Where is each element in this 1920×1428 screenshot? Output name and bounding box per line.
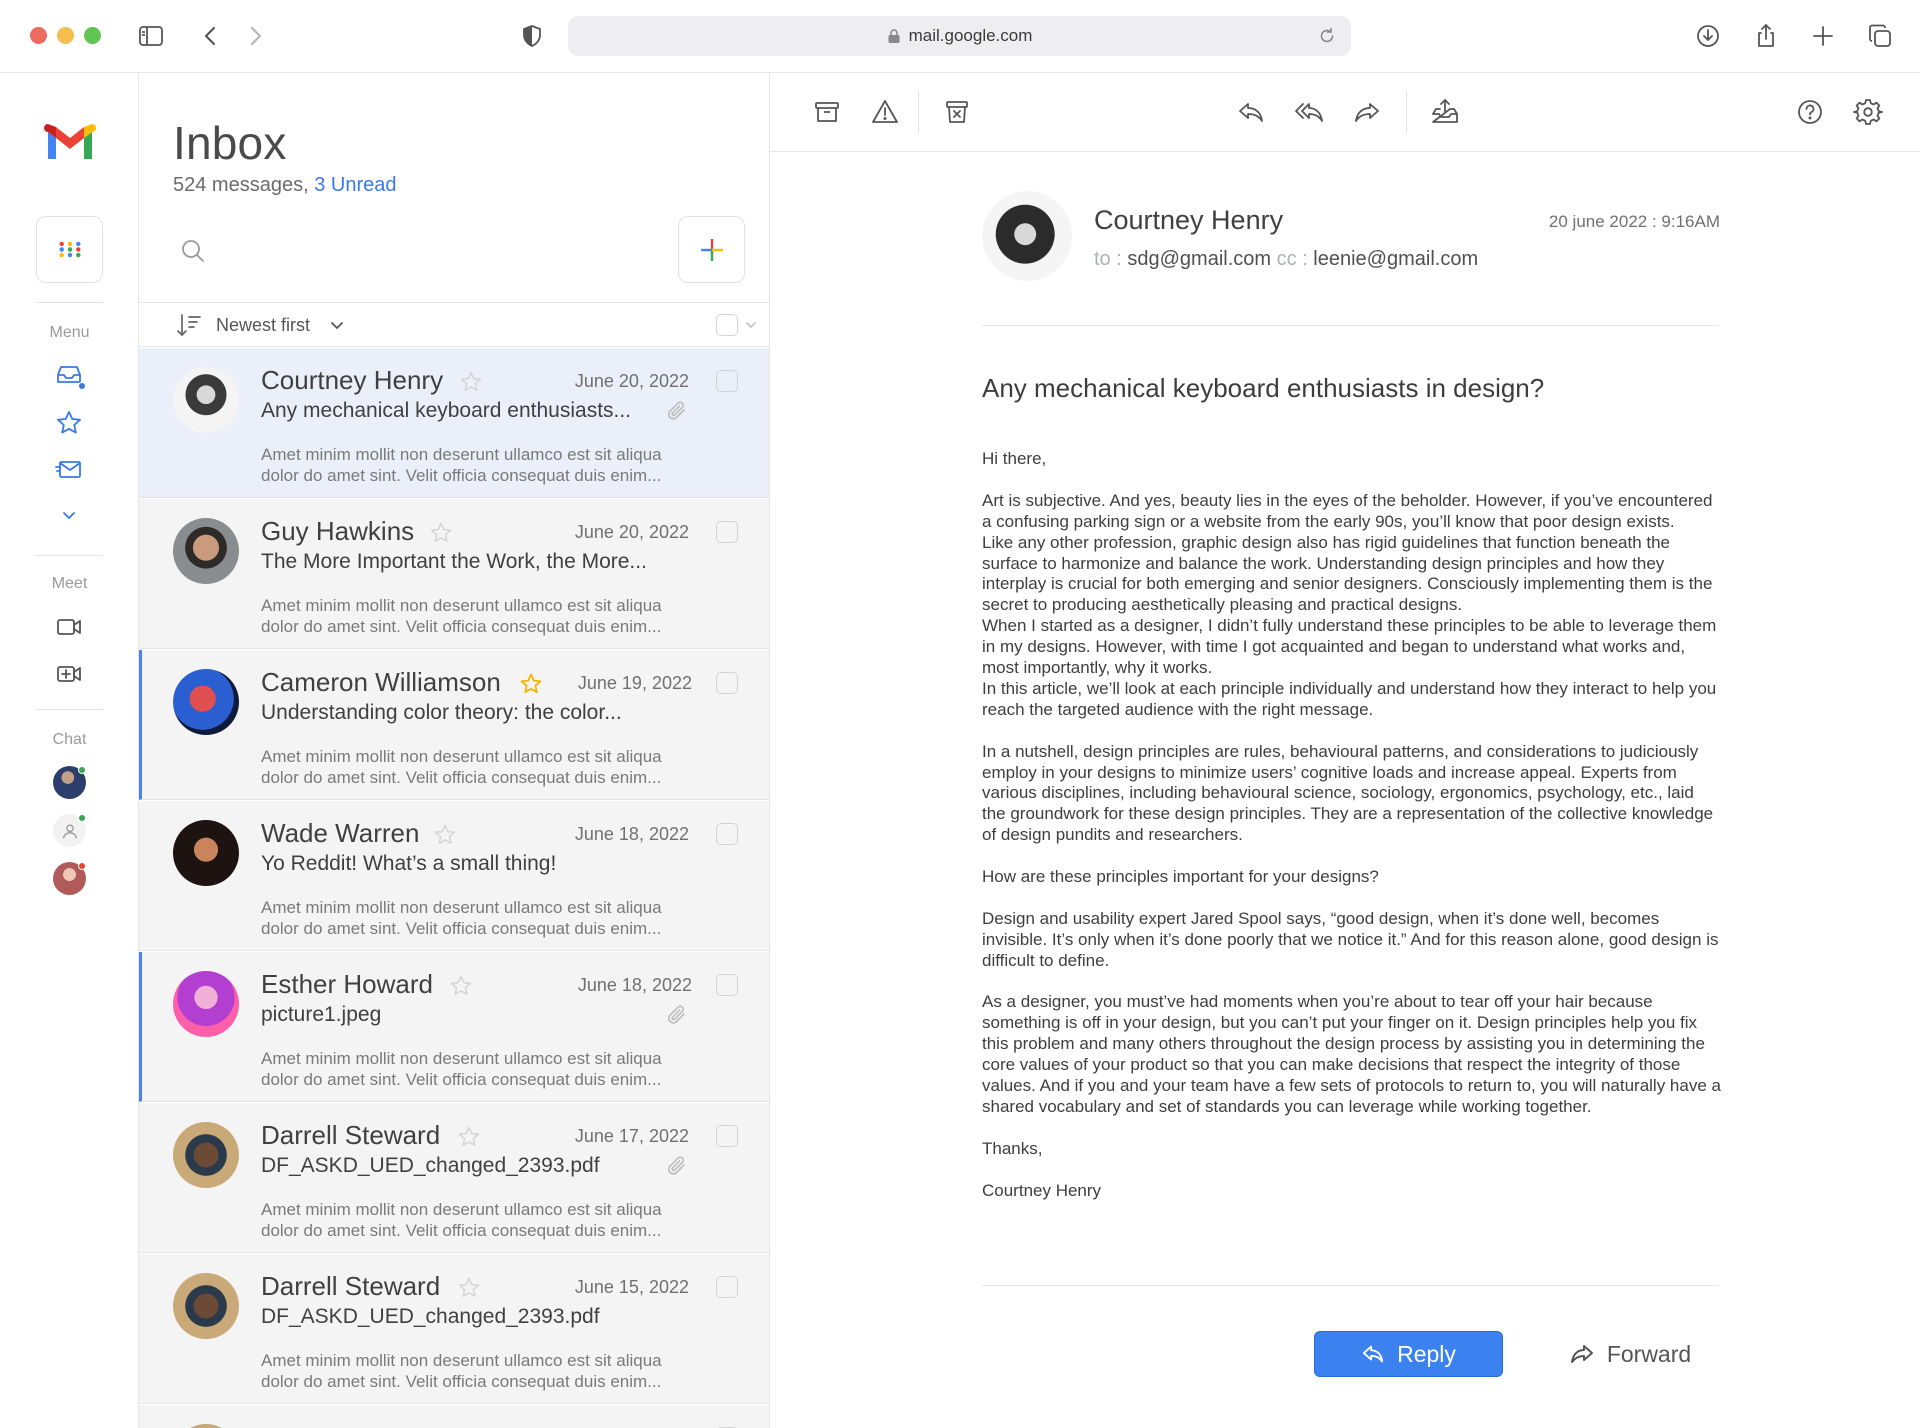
star-icon[interactable]	[449, 974, 473, 998]
sort-descending-icon[interactable]	[175, 311, 203, 339]
cc-address[interactable]: leenie@gmail.com	[1313, 248, 1479, 270]
star-icon[interactable]	[457, 1125, 481, 1149]
to-address[interactable]: sdg@gmail.com	[1127, 248, 1272, 270]
message-row[interactable]	[139, 348, 770, 498]
message-subject: Yo Reddit! What’s a small thing!	[261, 852, 557, 875]
sender-avatar	[982, 191, 1072, 281]
star-icon[interactable]	[429, 521, 453, 545]
compose-button[interactable]	[678, 216, 745, 283]
body-paragraph: Thanks,	[982, 1138, 1043, 1158]
sender-name: Cameron Williamson	[261, 667, 501, 697]
body-paragraph: How are these principles important for your designs?	[982, 867, 1379, 887]
video-call-icon[interactable]	[52, 610, 86, 644]
page-title: Inbox	[173, 117, 287, 169]
message-row[interactable]	[139, 801, 770, 951]
message-preview: Amet minim mollit non deserunt ullamco est sit aliqua dolor do amet sint. Velit officia consequat duis enim...	[261, 1200, 662, 1240]
rail-divider	[36, 709, 103, 710]
body-paragraph: Hi there,	[982, 449, 1047, 468]
message-preview: Amet minim mollit non deserunt ullamco est sit aliqua dolor do amet sint. Velit officia consequat duis enim...	[261, 596, 662, 636]
cc-label: cc :	[1276, 248, 1308, 270]
message-date: June 18, 2022	[574, 824, 689, 844]
menu-label: Menu	[49, 324, 90, 341]
rail-divider	[36, 555, 103, 556]
reading-pane	[770, 73, 1920, 1428]
message-checkbox[interactable]	[716, 521, 738, 543]
meet-label: Meet	[51, 575, 88, 592]
paragraph-gap	[982, 972, 1722, 993]
message-toolbar	[770, 73, 1920, 152]
chevron-down-icon[interactable]	[327, 315, 347, 335]
close-window-button[interactable]	[30, 27, 47, 44]
paragraph-gap	[982, 1160, 1722, 1181]
left-rail	[0, 73, 139, 1428]
forward-icon	[1569, 1341, 1595, 1367]
sender-name: Darrell Steward	[261, 1120, 441, 1150]
message-preview: Amet minim mollit non deserunt ullamco est sit aliqua dolor do amet sint. Velit officia consequat duis enim...	[261, 1351, 662, 1391]
message-subject: picture1.jpeg	[261, 1003, 382, 1026]
privacy-shield-icon[interactable]	[516, 20, 548, 52]
unread-count-link[interactable]: 3 Unread	[314, 174, 397, 196]
select-options-chevron-icon[interactable]	[743, 317, 759, 333]
unread-dot	[78, 382, 86, 390]
paragraph-gap	[982, 888, 1722, 909]
forward-button[interactable]	[1542, 1331, 1718, 1377]
message-date: 20 june 2022 : 9:16AM	[1548, 212, 1720, 231]
sender-name: Darrell Steward	[261, 1271, 441, 1301]
sender-name: Courtney Henry	[261, 365, 444, 395]
select-all-checkbox[interactable]	[716, 314, 738, 336]
paragraph-gap	[982, 846, 1722, 867]
reply-button[interactable]	[1314, 1331, 1503, 1377]
person-icon	[61, 822, 79, 840]
message-subject: Understanding color theory: the color...	[261, 701, 622, 724]
new-meeting-icon[interactable]	[52, 657, 86, 691]
inbox-summary	[173, 174, 396, 197]
reply-all-icon[interactable]	[1290, 93, 1328, 131]
new-tab-icon[interactable]	[1807, 20, 1839, 52]
message-subject: The More Important the Work, the More...	[261, 550, 647, 573]
divider	[982, 1285, 1719, 1286]
body-paragraph: In this article, we’ll look at each principle individually and understand how they interact to help you reach the targeted audience with the right message.	[982, 678, 1721, 719]
browser-toolbar	[0, 0, 1920, 73]
sender-avatar	[173, 971, 239, 1037]
chat-avatar[interactable]	[53, 766, 86, 799]
attachment-icon	[665, 399, 689, 423]
sender-name: Courtney Henry	[1094, 205, 1284, 235]
message-subject: Any mechanical keyboard enthusiasts...	[261, 399, 632, 422]
sender-avatar	[173, 1273, 239, 1339]
body-paragraph: Design and usability expert Jared Spool says, “good design, when it’s done well, becomes invisible. It’s only when it’s done poorly that we notice it.” And for this reason alone, good design is difficult to define.	[982, 908, 1724, 970]
sender-name: Wade Warren	[261, 818, 420, 848]
online-status-dot	[78, 814, 86, 822]
settings-gear-icon[interactable]	[1849, 93, 1887, 131]
more-chevron-down-icon[interactable]	[52, 499, 86, 533]
share-icon[interactable]	[1750, 20, 1782, 52]
inbox-icon[interactable]	[52, 358, 86, 392]
recipients	[1094, 248, 1478, 271]
help-icon[interactable]	[1791, 93, 1829, 131]
starred-icon[interactable]	[52, 406, 86, 440]
sent-mail-icon[interactable]	[52, 453, 86, 487]
message-checkbox[interactable]	[716, 974, 738, 996]
toolbar-divider	[918, 91, 919, 133]
star-icon[interactable]	[433, 823, 457, 847]
message-row[interactable]	[139, 1405, 770, 1428]
sender-name: Guy Hawkins	[261, 516, 415, 546]
message-body	[982, 449, 1726, 1202]
message-count: 524 messages,	[173, 174, 309, 196]
message-subject: DF_ASKD_UED_changed_2393.pdf	[261, 1305, 600, 1328]
reply-label: Reply	[1397, 1340, 1456, 1367]
message-checkbox[interactable]	[716, 370, 738, 392]
sender-avatar	[173, 669, 239, 735]
body-paragraph: Like any other profession, graphic design also has rigid guidelines that function beneath the surface to harmonize and balance the work. Understanding design principles and how they interplay is crucial for both emerging and senior designers. Consciously implementing them is the secret to producing aesthetically pleasing and practical designs.	[982, 532, 1718, 615]
apps-grid-icon	[58, 241, 82, 258]
message-row[interactable]	[139, 650, 770, 800]
body-paragraph: As a designer, you must’ve had moments when you’re about to tear off your hair because something is off in your design, but you can’t put your finger on it. Design principles help you fix this problem and many others throughout the design process by assisting you in determining the core values of your product so that you can make decisions that respect the integrity of those values. And if you and your team have a few sets of protocols to return to, you will naturally have a shared vocabulary and set of standards you can leverage while working together.	[982, 992, 1726, 1117]
message-date: June 15, 2022	[574, 1277, 689, 1297]
back-icon[interactable]	[195, 20, 227, 52]
message-row[interactable]	[139, 1254, 770, 1404]
message-subject: Any mechanical keyboard enthusiasts in design?	[982, 373, 1545, 403]
star-icon[interactable]	[459, 370, 483, 394]
gmail-logo[interactable]	[44, 121, 96, 161]
body-paragraph: Art is subjective. And yes, beauty lies in the eyes of the beholder. However, if you’ve encountered a confusing parking sign or a website from the early 90s, you’ll know that poor design exists.	[982, 490, 1718, 531]
reload-icon[interactable]	[1317, 26, 1337, 46]
tab-overview-icon[interactable]	[1864, 20, 1896, 52]
message-row[interactable]	[139, 499, 770, 649]
to-label: to :	[1094, 248, 1122, 270]
chat-avatar[interactable]	[53, 862, 86, 895]
message-checkbox[interactable]	[716, 1125, 738, 1147]
sender-avatar	[173, 1122, 239, 1188]
sidebar-toggle-icon[interactable]	[135, 20, 167, 52]
sort-dropdown[interactable]: Newest first	[216, 315, 311, 335]
message-checkbox[interactable]	[716, 1276, 738, 1298]
star-icon[interactable]	[457, 1276, 481, 1300]
message-preview: Amet minim mollit non deserunt ullamco est sit aliqua dolor do amet sint. Velit officia consequat duis enim...	[261, 747, 662, 787]
chat-label: Chat	[52, 731, 87, 748]
paragraph-gap	[982, 721, 1722, 742]
message-date: June 19, 2022	[577, 673, 692, 693]
rail-divider	[36, 302, 103, 303]
message-preview: Amet minim mollit non deserunt ullamco est sit aliqua dolor do amet sint. Velit officia consequat duis enim...	[261, 445, 662, 485]
paragraph-gap	[982, 1118, 1722, 1139]
message-preview: Amet minim mollit non deserunt ullamco est sit aliqua dolor do amet sint. Velit officia consequat duis enim...	[261, 898, 662, 938]
paragraph-gap	[982, 470, 1722, 491]
url-text: mail.google.com	[908, 26, 1033, 45]
busy-status-dot	[78, 862, 86, 870]
reply-icon[interactable]	[1232, 93, 1270, 131]
plus-icon	[698, 236, 726, 264]
toolbar-divider	[1406, 91, 1407, 133]
body-paragraph: When I started as a designer, I didn’t fully understand these principles to be able to leverage them in my designs. However, with time I got acquainted and began to understand what works and, most importantly, why it works.	[982, 616, 1722, 678]
online-status-dot	[78, 766, 86, 774]
message-subject: DF_ASKD_UED_changed_2393.pdf	[261, 1154, 600, 1177]
sender-name: Esther Howard	[261, 969, 433, 999]
message-date: June 17, 2022	[574, 1126, 689, 1146]
message-preview: Amet minim mollit non deserunt ullamco est sit aliqua dolor do amet sint. Velit officia consequat duis enim...	[261, 1049, 662, 1089]
message-date: June 18, 2022	[577, 975, 692, 995]
archive-icon[interactable]	[808, 93, 846, 131]
forward-nav-icon[interactable]	[239, 20, 271, 52]
message-row[interactable]	[139, 1103, 770, 1253]
attachment-icon	[665, 1003, 689, 1027]
sender-avatar	[173, 518, 239, 584]
sender-avatar	[173, 820, 239, 886]
forward-label: Forward	[1606, 1340, 1692, 1367]
zoom-window-button[interactable]	[84, 27, 101, 44]
reply-icon	[1361, 1342, 1385, 1366]
message-checkbox[interactable]	[716, 823, 738, 845]
divider	[982, 325, 1719, 326]
apps-button[interactable]	[36, 216, 103, 283]
sender-avatar	[173, 1424, 239, 1428]
sender-avatar	[173, 367, 239, 433]
message-checkbox[interactable]	[716, 672, 738, 694]
message-row[interactable]	[139, 952, 770, 1102]
inbox-panel	[139, 73, 770, 1428]
delete-icon[interactable]	[938, 93, 976, 131]
lock-icon	[887, 28, 901, 44]
message-date: June 20, 2022	[574, 371, 689, 391]
search-icon[interactable]	[178, 236, 208, 266]
downloads-icon[interactable]	[1692, 20, 1724, 52]
address-bar[interactable]	[568, 16, 1351, 56]
move-to-inbox-icon[interactable]	[1426, 93, 1464, 131]
star-filled-icon[interactable]	[519, 672, 543, 696]
chat-avatar[interactable]	[53, 814, 86, 847]
body-paragraph: In a nutshell, design principles are rules, behavioural patterns, and considerations to judiciously employ in your designs to minimize users’ cognitive loads and increase appeal. Experts from various disciplines, including behavioural science, sociology, ergonomics, psychology, etc., laid the groundwork for these design principles. They are a representation of the collective knowledge of design pundits and researchers.	[982, 741, 1718, 845]
forward-icon[interactable]	[1348, 93, 1386, 131]
message-date: June 20, 2022	[574, 522, 689, 542]
sort-bar	[139, 302, 770, 347]
body-paragraph: Courtney Henry	[982, 1180, 1102, 1200]
minimize-window-button[interactable]	[57, 27, 74, 44]
attachment-icon	[665, 1154, 689, 1178]
report-spam-icon[interactable]	[866, 93, 904, 131]
